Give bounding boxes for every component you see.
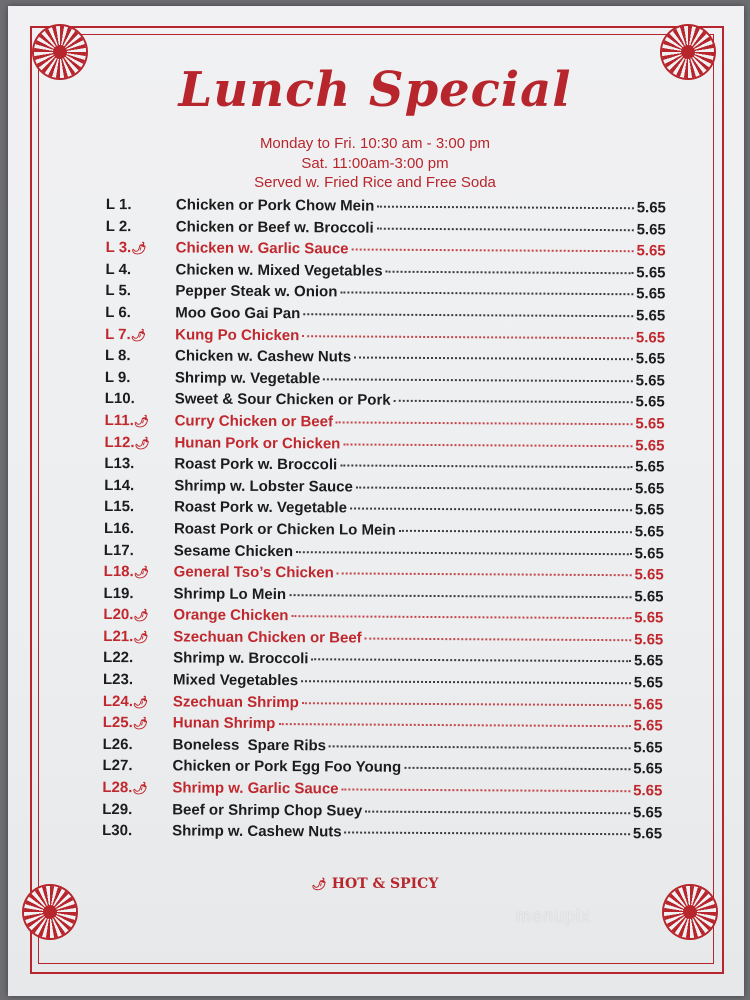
item-price: 5.65 bbox=[634, 566, 664, 584]
dot-leader bbox=[337, 573, 632, 577]
item-code bbox=[103, 628, 173, 645]
item-code-text: L 3. bbox=[105, 239, 132, 257]
item-code bbox=[105, 347, 175, 364]
item-price: 5.65 bbox=[634, 544, 664, 562]
item-price: 5.65 bbox=[633, 652, 664, 670]
page-title: Lunch Special bbox=[178, 62, 572, 118]
item-price: 5.65 bbox=[634, 501, 665, 519]
dot-leader bbox=[311, 659, 630, 663]
item-code bbox=[104, 585, 174, 602]
saturday-hours: Sat. 11:00am-3:00 pm bbox=[301, 155, 449, 172]
dot-leader bbox=[303, 313, 633, 317]
item-name: Chicken w. Mixed Vegetables bbox=[175, 261, 383, 280]
item-code-text: L 6. bbox=[105, 303, 131, 322]
item-name: Chicken or Pork Egg Foo Young bbox=[172, 757, 402, 777]
dot-leader bbox=[399, 530, 632, 533]
item-name: Shrimp w. Vegetable bbox=[174, 369, 321, 388]
weekday-hours: Monday to Fri. 10:30 am - 3:00 pm bbox=[259, 135, 491, 152]
chili-pepper-icon: 🌶︎ bbox=[132, 716, 149, 731]
dot-leader bbox=[329, 745, 630, 749]
item-code-text: L 5. bbox=[105, 282, 132, 300]
item-code bbox=[102, 779, 172, 796]
item-code bbox=[106, 261, 176, 278]
item-code-text: L24. bbox=[102, 692, 133, 710]
dot-leader bbox=[365, 810, 630, 814]
item-name: Roast Pork w. Vegetable bbox=[174, 498, 347, 517]
dot-leader bbox=[394, 400, 633, 403]
dot-leader bbox=[350, 508, 632, 512]
dot-leader bbox=[354, 357, 633, 361]
item-code-text: L15. bbox=[104, 498, 135, 516]
item-price: 5.65 bbox=[635, 371, 665, 390]
item-name: Chicken or Beef w. Broccoli bbox=[175, 218, 374, 237]
dot-leader bbox=[365, 637, 631, 641]
item-code bbox=[106, 239, 176, 256]
item-price: 5.65 bbox=[632, 803, 663, 822]
dot-leader bbox=[289, 594, 631, 598]
item-code bbox=[104, 434, 174, 451]
item-name: Shrimp Lo Mein bbox=[173, 585, 287, 603]
item-price: 5.65 bbox=[634, 479, 665, 498]
item-name: Chicken w. Cashew Nuts bbox=[174, 347, 352, 366]
item-code-text: L21. bbox=[103, 627, 134, 646]
chili-pepper-icon: 🌶︎ bbox=[134, 435, 150, 450]
item-code-text: L11. bbox=[104, 411, 134, 430]
item-code bbox=[104, 541, 174, 558]
item-name: Moo Goo Gai Pan bbox=[175, 304, 301, 323]
item-code-text: L 8. bbox=[104, 347, 131, 365]
item-name: Shrimp w. Lobster Sauce bbox=[174, 477, 353, 496]
item-code bbox=[102, 757, 172, 774]
item-code-text: L26. bbox=[102, 735, 133, 754]
item-code-text: L17. bbox=[103, 541, 134, 559]
item-code bbox=[102, 801, 172, 818]
item-price: 5.65 bbox=[635, 393, 665, 411]
item-name: Hunan Shrimp bbox=[172, 714, 276, 733]
item-code bbox=[103, 736, 173, 753]
item-code-text: L 1. bbox=[105, 196, 132, 214]
item-name: Mixed Vegetables bbox=[172, 671, 299, 690]
fan-ornament-icon bbox=[24, 886, 76, 938]
item-price: 5.65 bbox=[633, 695, 663, 714]
item-name: Boneless Spare Ribs bbox=[172, 736, 327, 755]
dot-leader bbox=[404, 767, 630, 770]
fan-ornament-icon bbox=[664, 886, 716, 938]
item-code bbox=[103, 606, 173, 623]
item-price: 5.65 bbox=[635, 458, 665, 476]
item-name: Hunan Pork or Chicken bbox=[174, 433, 341, 452]
dot-leader bbox=[302, 335, 633, 339]
dot-leader bbox=[377, 206, 633, 210]
dot-leader bbox=[291, 615, 631, 619]
chili-pepper-icon: 🌶︎ bbox=[133, 565, 149, 580]
dot-leader bbox=[302, 702, 631, 706]
served-note: Served w. Fried Rice and Free Soda bbox=[254, 174, 496, 191]
chili-pepper-icon: 🌶︎ bbox=[132, 781, 148, 796]
item-code-text: L14. bbox=[104, 476, 135, 494]
dot-leader bbox=[356, 486, 632, 490]
item-code-text: L27. bbox=[102, 757, 133, 775]
item-code-text: L 7. bbox=[105, 325, 131, 343]
item-code-text: L19. bbox=[103, 584, 134, 602]
dot-leader bbox=[352, 249, 634, 253]
item-name: Beef or Shrimp Chop Suey bbox=[172, 801, 363, 820]
item-name: Roast Pork or Chicken Lo Mein bbox=[173, 520, 396, 539]
item-price: 5.65 bbox=[636, 285, 666, 303]
chili-pepper-icon: 🌶︎ bbox=[133, 608, 149, 623]
chili-pepper-icon: 🌶︎ bbox=[133, 630, 149, 645]
item-code bbox=[106, 218, 176, 235]
item-price: 5.65 bbox=[633, 739, 663, 757]
item-price: 5.65 bbox=[635, 350, 666, 368]
dot-leader bbox=[340, 292, 633, 296]
item-name: Pepper Steak w. Onion bbox=[175, 282, 338, 301]
item-code-text: L28. bbox=[102, 779, 133, 797]
item-code-text: L16. bbox=[103, 519, 135, 538]
item-name: Sweet & Sour Chicken or Pork bbox=[174, 390, 391, 410]
item-name: Shrimp w. Broccoli bbox=[173, 649, 309, 668]
item-name: Szechuan Chicken or Beef bbox=[173, 628, 362, 647]
item-name: Orange Chicken bbox=[173, 606, 289, 625]
item-code-text: L29. bbox=[102, 800, 133, 818]
chili-pepper-icon: 🌶︎ bbox=[130, 327, 147, 342]
item-price: 5.65 bbox=[634, 631, 664, 649]
dot-leader bbox=[278, 723, 630, 727]
item-code-text: L10. bbox=[104, 390, 135, 408]
item-price: 5.65 bbox=[634, 609, 664, 627]
item-price: 5.65 bbox=[635, 436, 665, 454]
item-code bbox=[102, 822, 172, 839]
item-name: General Tso’s Chicken bbox=[173, 563, 334, 582]
dot-leader bbox=[323, 378, 632, 382]
item-name: Szechuan Shrimp bbox=[172, 693, 299, 711]
item-code bbox=[106, 196, 176, 213]
item-name: Curry Chicken or Beef bbox=[174, 412, 334, 431]
dot-leader bbox=[296, 551, 632, 555]
dot-leader bbox=[343, 443, 632, 447]
item-code bbox=[103, 693, 173, 710]
dot-leader bbox=[301, 680, 631, 684]
item-price: 5.65 bbox=[636, 220, 666, 239]
item-code bbox=[105, 282, 175, 299]
item-code-text: L25. bbox=[102, 714, 133, 732]
dot-leader bbox=[342, 788, 631, 792]
item-name: Shrimp w. Garlic Sauce bbox=[172, 779, 339, 798]
dot-leader bbox=[386, 270, 634, 274]
item-code bbox=[104, 455, 174, 472]
item-name: Kung Po Chicken bbox=[175, 325, 300, 344]
dot-leader bbox=[345, 832, 630, 836]
item-code-text: L12. bbox=[104, 433, 135, 451]
item-name: Chicken w. Garlic Sauce bbox=[175, 239, 349, 258]
item-code bbox=[103, 671, 173, 688]
hot-spicy-legend bbox=[0, 876, 750, 892]
item-price: 5.65 bbox=[635, 328, 666, 346]
item-name: Shrimp w. Cashew Nuts bbox=[172, 822, 342, 841]
item-price: 5.65 bbox=[632, 825, 663, 843]
dot-leader bbox=[340, 465, 632, 469]
item-code bbox=[105, 326, 175, 343]
item-price: 5.65 bbox=[633, 674, 664, 692]
item-code-text: L23. bbox=[102, 671, 134, 689]
item-price: 5.65 bbox=[633, 717, 663, 735]
chili-pepper-icon: 🌶︎ bbox=[311, 877, 327, 891]
item-code-text: L30. bbox=[102, 822, 133, 840]
item-code-text: L 2. bbox=[105, 217, 132, 235]
item-code-text: L22. bbox=[103, 649, 134, 667]
item-code bbox=[104, 477, 174, 494]
item-name: Roast Pork w. Broccoli bbox=[174, 455, 338, 474]
item-price: 5.65 bbox=[635, 415, 665, 433]
item-price: 5.65 bbox=[634, 523, 665, 541]
item-price: 5.65 bbox=[636, 307, 666, 325]
dot-leader bbox=[336, 421, 632, 425]
item-code bbox=[103, 649, 173, 666]
item-name: Sesame Chicken bbox=[173, 541, 294, 560]
chili-pepper-icon: 🌶︎ bbox=[132, 694, 149, 709]
item-code-text: L18. bbox=[103, 563, 134, 581]
chili-pepper-icon: 🌶︎ bbox=[133, 414, 150, 429]
item-code bbox=[103, 714, 173, 731]
menu-item bbox=[102, 822, 662, 847]
item-price: 5.65 bbox=[636, 242, 666, 260]
item-price: 5.65 bbox=[636, 264, 666, 282]
item-code-text: L20. bbox=[103, 606, 134, 624]
item-code bbox=[105, 390, 175, 407]
item-code-text: L 9. bbox=[104, 368, 131, 386]
item-code bbox=[104, 498, 174, 515]
menu-list bbox=[102, 196, 666, 847]
chili-pepper-icon: 🌶︎ bbox=[131, 241, 147, 256]
item-code bbox=[105, 304, 175, 321]
item-code-text: L13. bbox=[104, 455, 135, 473]
watermark: menupix bbox=[516, 906, 592, 926]
item-code bbox=[105, 369, 175, 386]
item-name: Chicken or Pork Chow Mein bbox=[175, 196, 375, 215]
item-price: 5.65 bbox=[634, 587, 664, 606]
item-code bbox=[104, 520, 174, 537]
item-price: 5.65 bbox=[636, 199, 666, 217]
item-code bbox=[104, 563, 174, 580]
dot-leader bbox=[377, 227, 634, 231]
item-price: 5.65 bbox=[633, 782, 663, 800]
item-price: 5.65 bbox=[633, 760, 663, 778]
legend-label: HOT & SPICY bbox=[331, 876, 439, 892]
item-code bbox=[105, 412, 175, 429]
item-code-text: L 4. bbox=[105, 260, 132, 278]
